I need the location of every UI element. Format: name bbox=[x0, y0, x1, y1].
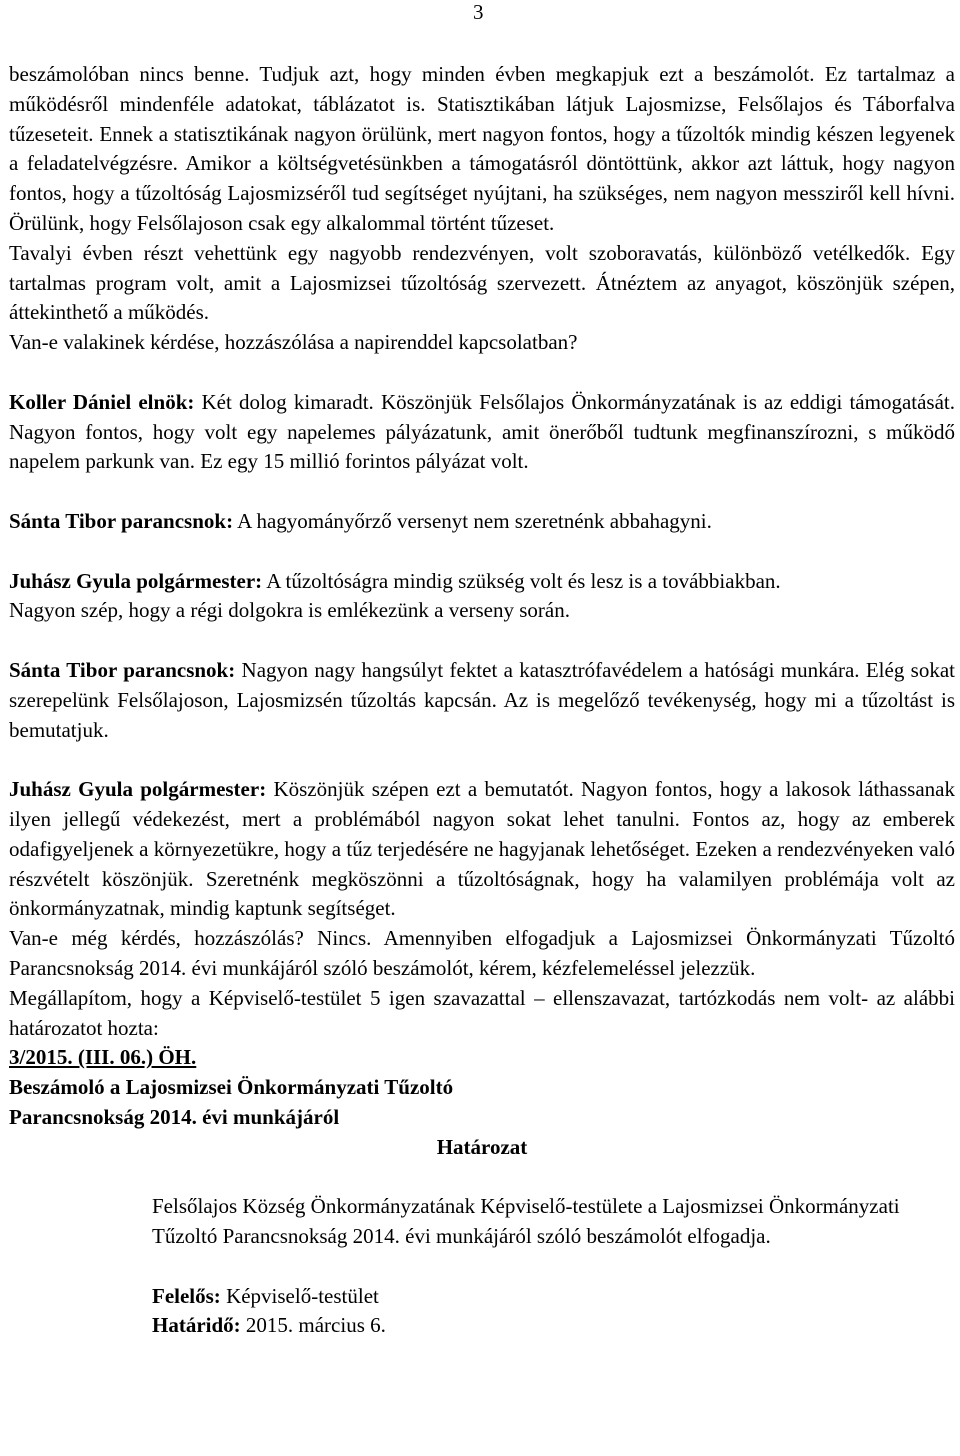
resolution-title-line-2: Parancsnokság 2014. évi munkájáról bbox=[9, 1104, 340, 1129]
deadline-label: Határidő: bbox=[152, 1313, 241, 1338]
speech-santa-2 bbox=[9, 656, 955, 745]
deadline-line bbox=[152, 1311, 942, 1341]
paragraph-event: Tavalyi évben részt vehettünk egy nagyobb rendezvényen, volt szoboravatás, különböző vetélkedők. Egy tartalmas program volt, amit a Lajosmizsei tűzoltóság szervezett. Átnéztem az anyagot, köszönjük szépen, áttekinthető a működés. bbox=[9, 240, 955, 325]
speech-koller bbox=[9, 388, 955, 477]
paragraph-intro: beszámolóban nincs benne. Tudjuk azt, hogy minden évben megkapjuk ezt a beszámolót. Ez tartalmaz a működésről mindenféle adatokat, táblázatot is. Statisztikában látjuk Lajosmizse, Felsőlajos és Táborfalva tűzeseteit. Ennek a statisztikának nagyon örülünk, mert nagyon fontos, hogy a tűzoltók mindig készen legyenek a feladatelvégzésre. Amikor a költségvetésünkben a támogatásról döntöttünk, akkor azt láttuk, hogy nagyon fontos, hogy a tűzoltóság Lajosmizséről tud segítséget nyújtani, ha szükséges, nem nagyon messziről kell hívni. Örülünk, hogy Felsőlajoson csak egy alkalommal történt tűzeset. bbox=[9, 62, 955, 235]
speech-juhasz-2-vote-call: Van-e még kérdés, hozzászólás? Nincs. Amennyiben elfogadjuk a Lajosmizsei Önkormányzati Tűzoltó Parancsnokság 2014. évi munkájáról szóló beszámolót, kérem, kézfelemeléssel jelezzük. bbox=[9, 926, 955, 980]
speaker-name: Sánta Tibor parancsnok: bbox=[9, 508, 234, 533]
speaker-name: Juhász Gyula polgármester: bbox=[9, 568, 263, 593]
resolution-body: Felsőlajos Község Önkormányzatának Képviselő-testülete a Lajosmizsei Önkormányzati Tűzoltó Parancsnokság 2014. évi munkájáról szóló beszámolót elfogadja. bbox=[152, 1194, 900, 1249]
paragraph-question: Van-e valakinek kérdése, hozzászólása a napirenddel kapcsolatban? bbox=[9, 330, 578, 355]
responsible-value: Képviselő-testület bbox=[220, 1283, 379, 1308]
speech-text: A tűzoltóságra mindig szükség volt és lesz is a továbbiakban. bbox=[262, 568, 781, 593]
deadline-value: 2015. március 6. bbox=[240, 1313, 386, 1338]
resolution-heading: Határozat bbox=[436, 1134, 528, 1159]
speech-juhasz-2-vote-result: Megállapítom, hogy a Képviselő-testület 5 igen szavazattal – ellenszavazat, tartózkodás nem volt- az alábbi határozatot hozta: bbox=[9, 985, 955, 1040]
page-number: 3 bbox=[473, 0, 484, 24]
responsible-label: Felelős: bbox=[152, 1283, 221, 1308]
speech-santa-1 bbox=[9, 507, 955, 537]
responsible-line bbox=[152, 1282, 942, 1312]
spacer bbox=[9, 358, 955, 388]
speech-text: Nagyon nagy hangsúlyt fektet a katasztrófavédelem a hatósági munkára. Elég sokat szerepelünk Felsőlajoson, Lajosmizsén tűzoltás kapcsán. Az is megelőző tevékenység, hogy mi a tűzoltást is bemutatjuk. bbox=[9, 657, 955, 742]
document-body bbox=[9, 60, 955, 1341]
resolution-number: 3/2015. (III. 06.) ÖH. bbox=[9, 1045, 197, 1070]
speech-text: Két dolog kimaradt. Köszönjük Felsőlajos Önkormányzatának is az eddigi támogatását. Nagyon fontos, hogy volt egy napelemes pályázatunk, amit önerőből tudtunk megfinanszírozni, s működő napelem parkunk van. Ez egy 15 millió forintos pályázat volt. bbox=[9, 389, 955, 474]
spacer bbox=[9, 1252, 955, 1282]
speech-juhasz-1 bbox=[9, 567, 955, 597]
spacer bbox=[9, 477, 955, 507]
speech-text: Köszönjük szépen ezt a bemutatót. Nagyon fontos, hogy a lakosok láthassanak ilyen jellegű védekezést, mert a problémából nagyon sokat lehet tanulni. Fontos az, hogy az emberek odafigyeljenek a környezetükre, hogy a tűz terjedésére ne hagyjanak lehetőséget. Ezeken a rendezvényeken való részvételt köszönjük. Szeretnénk megköszönni a tűzoltóságnak, hogy ha valamilyen problémája volt az önkormányzatnak, mindig kaptunk segítséget. bbox=[9, 777, 955, 921]
speech-text: A hagyományőrző versenyt nem szeretnénk abbahagyni. bbox=[233, 508, 712, 533]
spacer bbox=[9, 745, 955, 775]
spacer bbox=[9, 537, 955, 567]
speaker-name: Juhász Gyula polgármester: bbox=[9, 777, 267, 802]
speech-juhasz-1-cont: Nagyon szép, hogy a régi dolgokra is emlékezünk a verseny során. bbox=[9, 598, 570, 623]
speaker-name: Sánta Tibor parancsnok: bbox=[9, 657, 236, 682]
speech-juhasz-2 bbox=[9, 775, 955, 924]
resolution-title-line-1: Beszámoló a Lajosmizsei Önkormányzati Tűzoltó bbox=[9, 1075, 454, 1100]
speaker-name: Koller Dániel elnök: bbox=[9, 389, 195, 414]
spacer bbox=[9, 1162, 955, 1192]
spacer bbox=[9, 626, 955, 656]
